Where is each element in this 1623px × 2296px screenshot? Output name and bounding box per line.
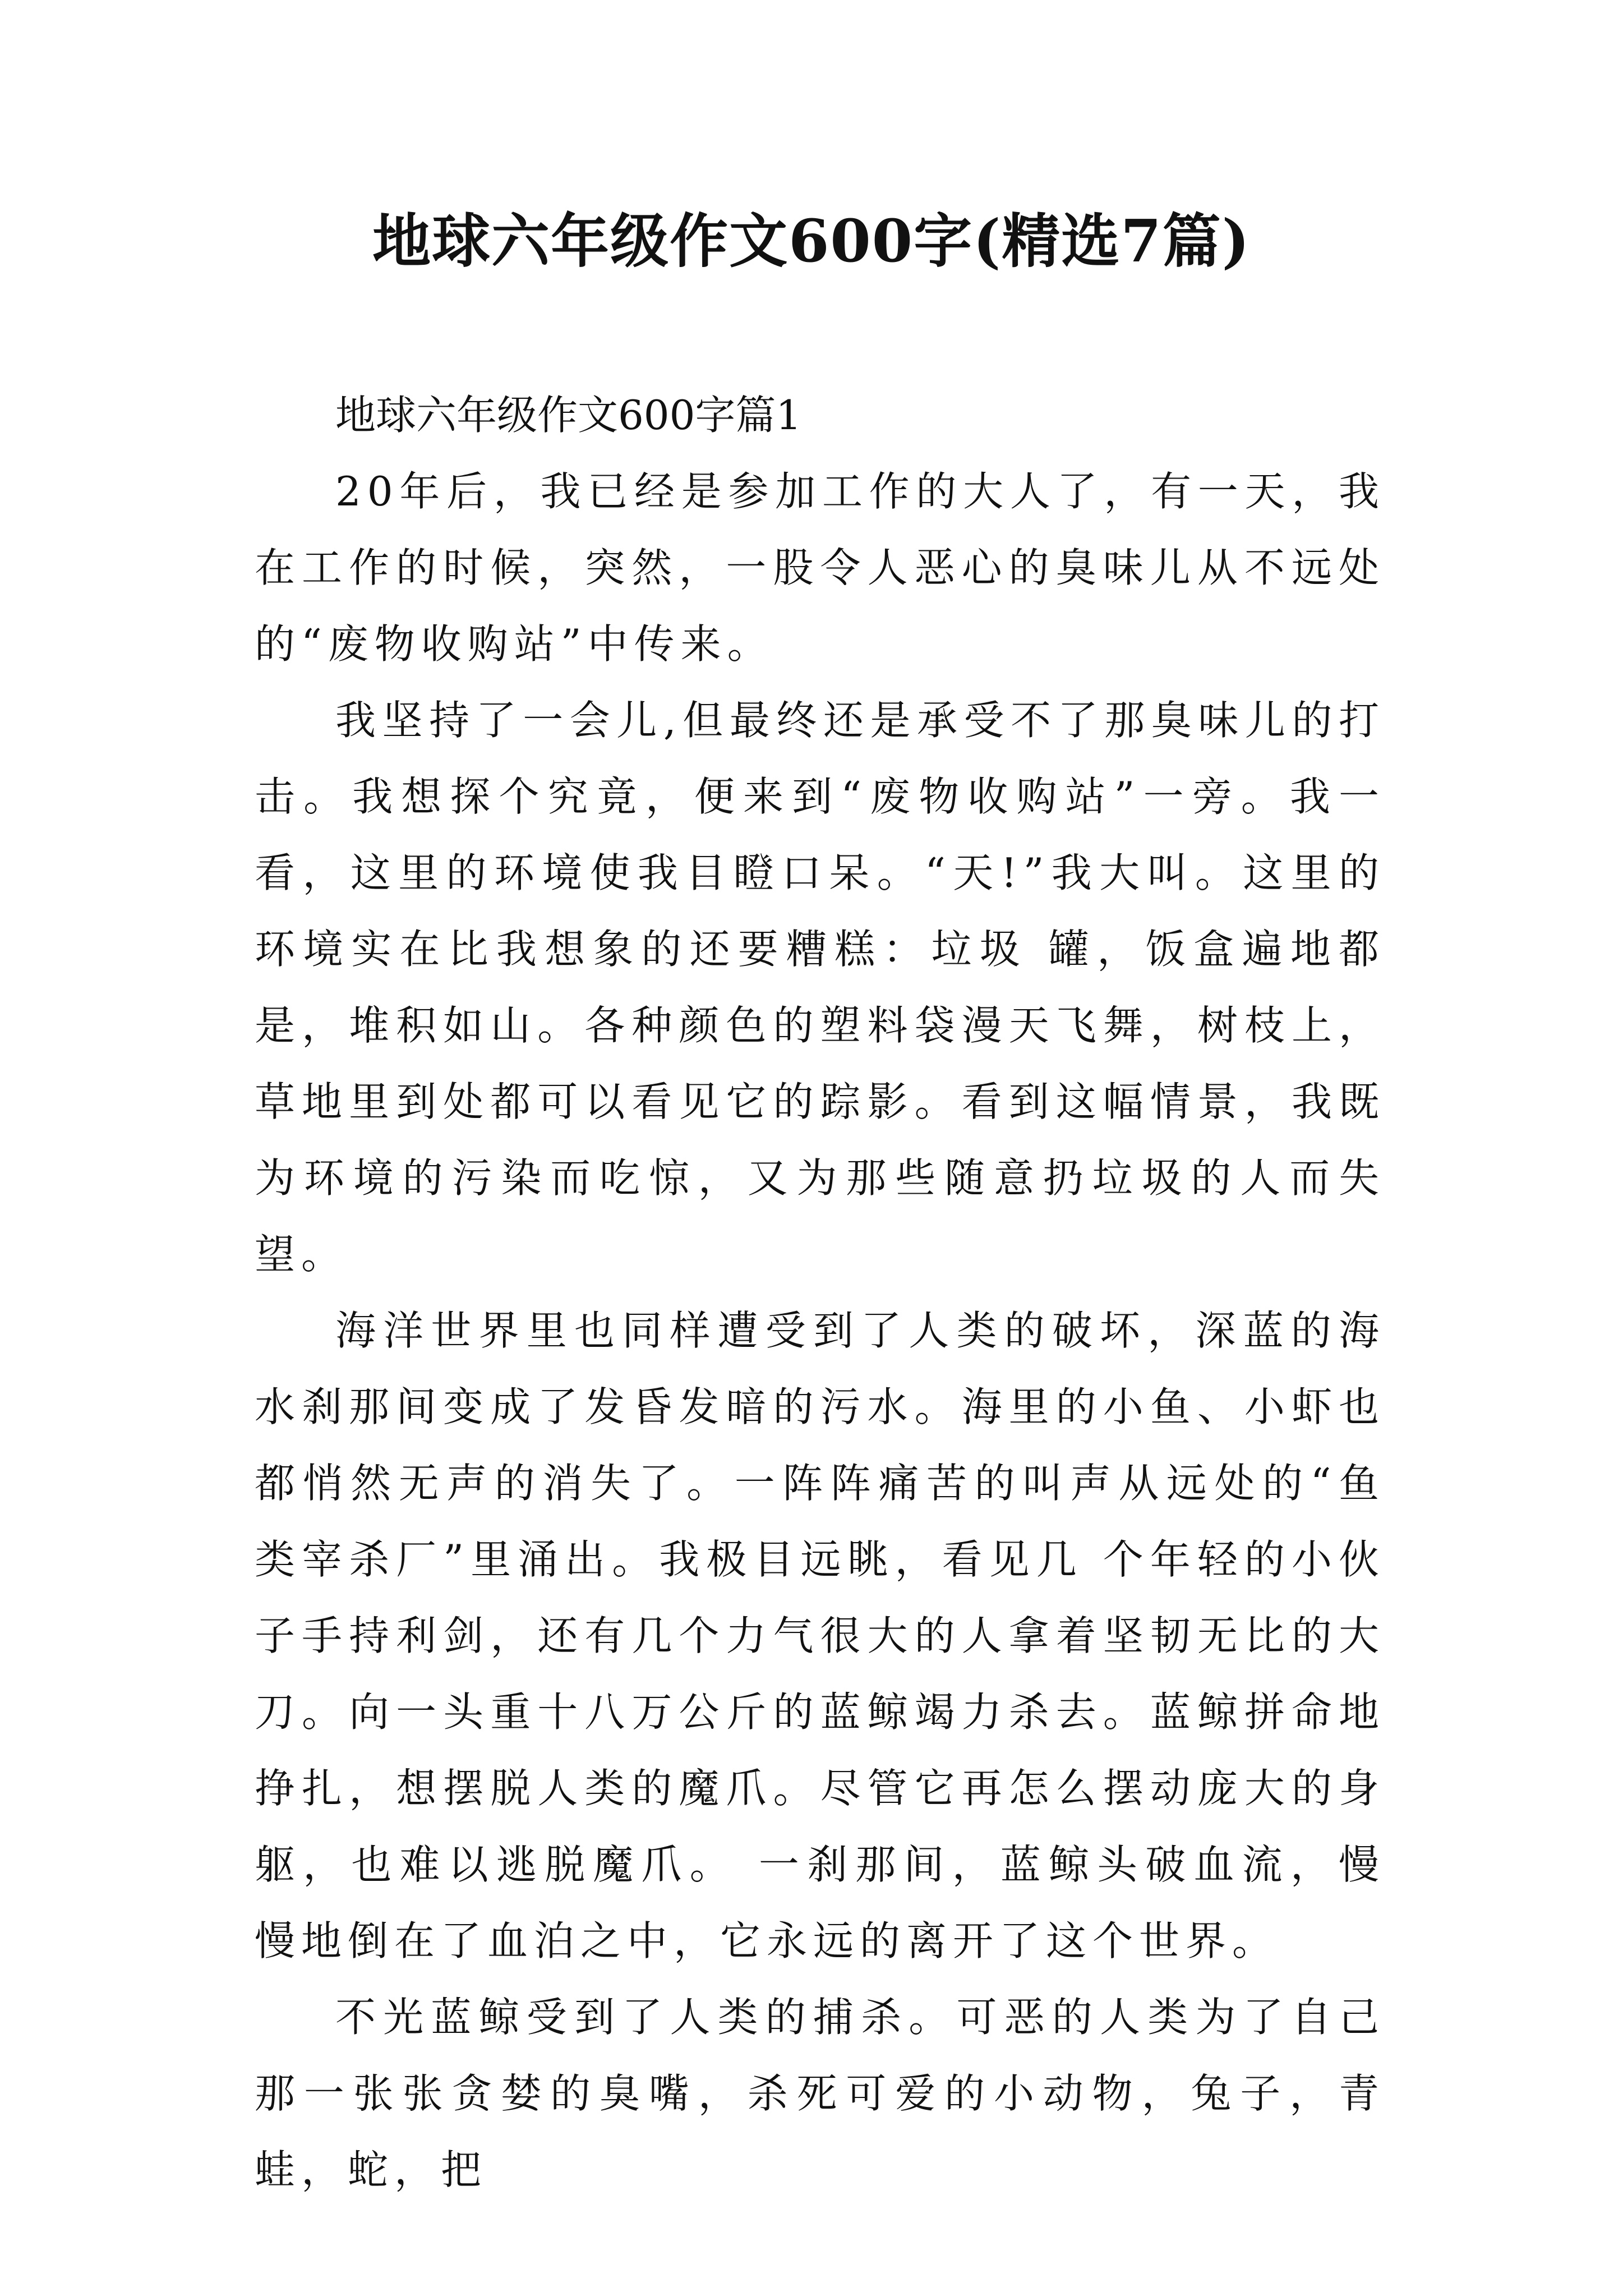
document-body bbox=[255, 377, 1385, 2208]
paragraph: 我坚持了一会儿,但最终还是承受不了那臭味儿的打击。我想探个究竟，便来到“废物收购站”一旁。我一看，这里的环境使我目瞪口呆。“天!”我大叫。这里的环境实在比我想象的还要糟糕：垃圾 罐，饭盒遍地都是，堆积如山。各种颜色的塑料袋漫天飞舞，树枝上，草地里到处都可以看见它的踪影。看到这幅情景，我既为环境的污染而吃惊，又为那些随意扔垃圾的人而失望。 bbox=[255, 697, 1385, 1278]
paragraph: 20年后，我已经是参加工作的大人了，有一天，我在工作的时候，突然，一股令人恶心的臭味儿从不远处的“废物收购站”中传来。 bbox=[255, 468, 1385, 668]
section-heading: 地球六年级作文600字篇1 bbox=[335, 392, 802, 439]
document-title: 地球六年级作文600字(精选7篇) bbox=[372, 206, 1251, 275]
paragraph: 不光蓝鲸受到了人类的捕杀。可恶的人类为了自己那一张张贪婪的臭嘴，杀死可爱的小动物，兔子，青蛙，蛇，把 bbox=[255, 1994, 1385, 2193]
paragraph: 海洋世界里也同样遭受到了人类的破坏，深蓝的海水刹那间变成了发昏发暗的污水。海里的小鱼、小虾也都悄然无声的消失了。一阵阵痛苦的叫声从远处的“鱼类宰杀厂”里涌出。我极目远眺，看见几 个年轻的小伙子手持利剑，还有几个力气很大的人拿着坚韧无比的大刀。向一头重十八万公斤的蓝鲸竭力杀去。蓝鲸拼命地挣扎，想摆脱人类的魔爪。尽管它再怎么摆动庞大的身躯，也难以逃脱魔爪。 一刹那间，蓝鲸头破血流，慢慢地倒在了血泊之中，它永远的离开了这个世界。 bbox=[255, 1307, 1385, 1964]
